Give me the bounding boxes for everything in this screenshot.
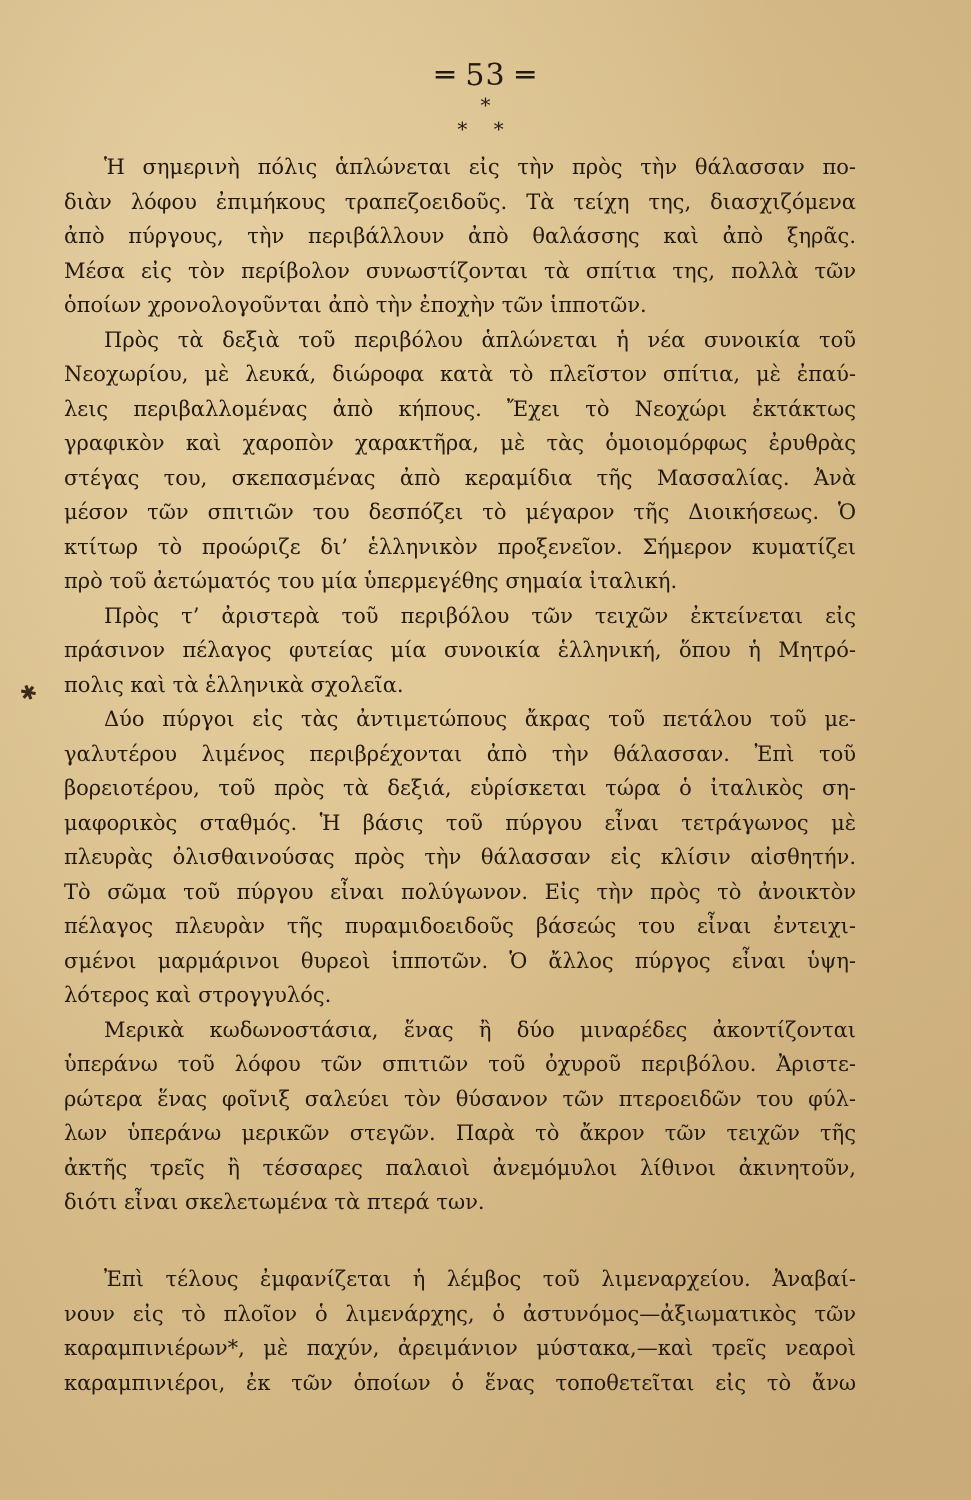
paragraph	[64, 1013, 856, 1220]
text-line: ὁποίων χρονολογοῦνται ἀπὸ τὴν ἐποχὴν τῶν ἱπποτῶν.	[64, 293, 647, 317]
text-line: πράσινον πέλαγος φυτείας μία συνοικία ἑλληνική, ὅπου ἡ Μητρό-	[64, 638, 856, 662]
text-line: σμένοι μαρμάρινοι θυρεοὶ ἱπποτῶν. Ὁ ἄλλος πύργος εἶναι ὑψη-	[64, 948, 856, 973]
text-line: μέσον τῶν σπιτιῶν του δεσπόζει τὸ μέγαρον τῆς Διοικήσεως. Ὁ	[64, 500, 856, 524]
text-line: Δύο πύργοι εἰς τὰς ἀντιμετώπους ἄκρας τοῦ πετάλου τοῦ με-	[104, 707, 856, 731]
separator-top-star: *	[480, 93, 491, 117]
text-line: Ἡ σημερινὴ πόλις ἁπλώνεται εἰς τὴν πρὸς τὴν θάλασσαν πο-	[104, 155, 856, 179]
paragraph	[64, 1262, 856, 1400]
text-line: γαλυτέρου λιμένος περιβρέχονται ἀπὸ τὴν θάλασσαν. Ἐπὶ τοῦ	[64, 741, 856, 766]
paragraph	[64, 599, 856, 703]
text-line: διὰν λόφου ἐπιμήκους τραπεζοειδοῦς. Τὰ τείχη της, διασχιζόμενα	[64, 189, 856, 214]
paragraph	[64, 702, 856, 1013]
text-line: πρὸ τοῦ ἀετώματός του μία ὑπερμεγέθης σημαία ἰταλική.	[64, 569, 678, 593]
page-number: ═ 53 ═	[435, 58, 536, 93]
text-line: Πρὸς τὰ δεξιὰ τοῦ περιβόλου ἁπλώνεται ἡ νέα συνοικία τοῦ	[104, 327, 856, 352]
text-line: λότερος καὶ στρογγυλός.	[64, 983, 332, 1007]
text-line: διότι εἶναι σκελετωμένα τὰ πτερά των.	[64, 1190, 485, 1214]
text-line: καραμπινιέρων*, μὲ παχύν, ἀρειμάνιον μύστακα,—καὶ τρεῖς νεαροὶ	[64, 1336, 856, 1360]
text-block-continuation	[64, 1262, 856, 1400]
text-line: Μερικὰ κωδωνοστάσια, ἕνας ἢ δύο μιναρέδες ἀκοντίζονται	[104, 1017, 856, 1042]
text-line: ὑπεράνω τοῦ λόφου τῶν σπιτιῶν τοῦ ὀχυροῦ περιβόλου. Ἀριστε-	[64, 1052, 856, 1076]
paragraph	[64, 323, 856, 599]
text-line: νουν εἰς τὸ πλοῖον ὁ λιμενάρχης, ὁ ἀστυνόμος—ἀξιωματικὸς τῶν	[64, 1301, 856, 1326]
text-line: Μέσα εἰς τὸν περίβολον συνωστίζονται τὰ σπίτια της, πολλὰ τῶν	[64, 258, 856, 283]
text-line: στέγας του, σκεπασμένας ἀπὸ κεραμίδια τῆς Μασσαλίας. Ἀνὰ	[64, 465, 856, 490]
paragraph	[64, 150, 856, 323]
text-line: Τὸ σῶμα τοῦ πύργου εἶναι πολύγωνον. Εἰς τὴν πρὸς τὸ ἀνοικτὸν	[64, 879, 856, 904]
text-line: βορειοτέρου, τοῦ πρὸς τὰ δεξιά, εὑρίσκεται τώρα ὁ ἰταλικὸς ση-	[64, 776, 856, 800]
text-line: λεις περιβαλλομένας ἀπὸ κήπους. Ἔχει τὸ Νεοχώρι ἐκτάκτως	[64, 396, 856, 421]
text-line: ἀπὸ πύργους, τὴν περιβάλλουν ἀπὸ θαλάσσης καὶ ἀπὸ ξηρᾶς.	[64, 224, 856, 248]
text-line: Πρὸς τ’ ἀριστερὰ τοῦ περιβόλου τῶν τειχῶν ἐκτείνεται εἰς	[104, 603, 856, 628]
text-line: ἀκτῆς τρεῖς ἢ τέσσαρες παλαιοὶ ἀνεμόμυλοι λίθινοι ἀκινητοῦν,	[64, 1155, 856, 1180]
text-block-main	[64, 150, 856, 1220]
text-line: λων ὑπεράνω μερικῶν στεγῶν. Παρὰ τὸ ἄκρον τῶν τειχῶν τῆς	[64, 1121, 856, 1145]
text-line: μαφορικὸς σταθμός. Ἡ βάσις τοῦ πύργου εἶναι τετράγωνος μὲ	[64, 810, 856, 835]
text-line: πολις καὶ τὰ ἑλληνικὰ σχολεῖα.	[64, 672, 404, 697]
separator-bottom-stars: * *	[457, 117, 514, 141]
text-line: Ἐπὶ τέλους ἐμφανίζεται ἡ λέμβος τοῦ λιμεναρχείου. Ἀναβαί-	[104, 1267, 856, 1291]
text-line: καραμπινιέροι, ἐκ τῶν ὁποίων ὁ ἕνας τοποθετεῖται εἰς τὸ ἄνω	[64, 1370, 856, 1395]
text-line: πλευρὰς ὀλισθαινούσας πρὸς τὴν θάλασσαν εἰς κλίσιν αἰσθητήν.	[64, 845, 856, 869]
text-line: Νεοχωρίου, μὲ λευκά, διώροφα κατὰ τὸ πλεῖστον σπίτια, μὲ ἐπαύ-	[64, 362, 856, 386]
text-line: γραφικὸν καὶ χαροπὸν χαρακτῆρα, μὲ τὰς ὁμοιομόρφως ἐρυθρὰς	[64, 431, 856, 455]
section-separator	[0, 95, 971, 139]
text-line: ρώτερα ἕνας φοῖνιξ σαλεύει τὸν θύσανον τῶν πτεροειδῶν του φύλ-	[64, 1086, 856, 1111]
text-line: πέλαγος πλευρὰν τῆς πυραμιδοειδοῦς βάσεώς του εἶναι ἐντειχι-	[64, 914, 856, 938]
margin-mark-icon: ✱	[16, 678, 41, 707]
text-line: κτίτωρ τὸ προώριζε δι’ ἑλληνικὸν προξενεῖον. Σήμερον κυματίζει	[64, 534, 856, 559]
